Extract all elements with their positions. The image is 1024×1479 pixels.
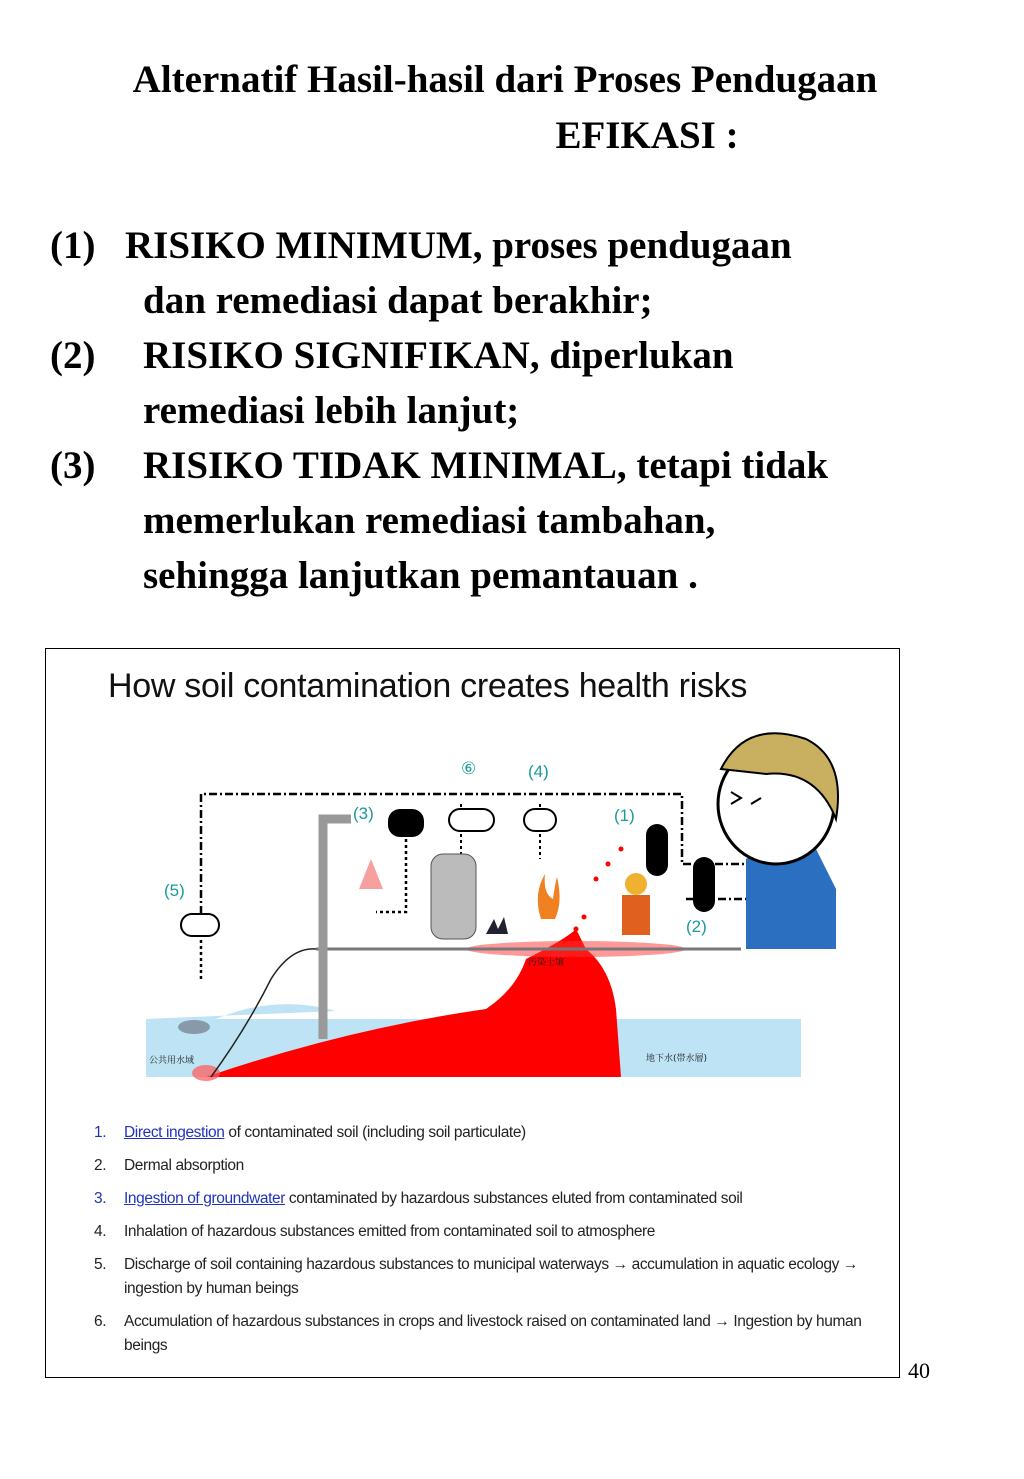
outcome-text: RISIKO MINIMUM, proses pendugaan [125,224,792,267]
risk-item-2: 2. Dermal absorption [94,1157,244,1174]
worker-icon [625,873,647,895]
public-water-label: 公共用水域 [149,1056,195,1066]
path-label-1: (1) [614,806,635,825]
path-label-3: (3) [353,804,374,823]
outcome-number: (2) [50,334,96,377]
risk-item-5: 5. Discharge of soil containing hazardous substances to municipal waterways → accumulation in aquatic ecology → ingestion by human beings [94,1256,858,1297]
figure-frame [45,648,900,1378]
page-number: 40 [908,1358,930,1383]
contaminated-soil-label: 汚染土壌 [528,958,565,968]
risk-item-3: 3. Ingestion of groundwater contaminated by hazardous substances eluted from contaminated soil [94,1190,743,1207]
exposure-pill [693,857,715,912]
direct-ingestion-link[interactable]: Direct ingestion [124,1124,225,1141]
outcome-text: dan remediasi dapat berakhir; [143,279,653,322]
exposure-pill [449,809,494,831]
fish-icon [178,1020,210,1034]
outcome-number: (3) [50,444,96,487]
risk-item-4: 4. Inhalation of hazardous substances emitted from contaminated soil to atmosphere [94,1223,656,1240]
path-label-6: ⑥ [461,759,477,778]
well-pipe-icon [323,819,351,1039]
outcome-text: remediasi lebih lanjut; [143,389,520,432]
sprinkler-icon [359,859,383,889]
outcome-text: RISIKO TIDAK MINIMAL, tetapi tidak [143,444,829,487]
exposure-pill [181,914,219,936]
plant-icon [486,917,508,934]
outcome-item-3 [0,438,828,603]
path-label-5: (5) [164,881,185,900]
risk-pathway-list [94,1121,884,1367]
contamination-diagram [46,649,899,1109]
path-label-4: (4) [528,762,549,781]
exposure-pill [646,824,668,876]
groundwater-ingestion-link[interactable]: Ingestion of groundwater [124,1190,286,1207]
path-label-2: (2) [686,917,707,936]
risk-item-6: 6. Accumulation of hazardous substances in crops and livestock raised on contaminated land → Ingestion by human beings [94,1313,862,1354]
cow-icon [431,854,476,939]
outcome-item-1 [0,218,828,328]
exposure-pill [388,809,424,837]
outcome-text: memerlukan remediasi tambahan, [143,499,716,542]
figure-title: How soil contamination creates health risks [108,667,748,705]
outcome-number: (1) [50,224,96,267]
slide-title-line-2: EFIKASI : [555,114,739,157]
exposure-pill [524,809,556,831]
outcome-text: RISIKO SIGNIFIKAN, diperlukan [143,334,734,377]
outcome-item-2 [0,328,828,438]
outcome-text: sehingga lanjutkan pemantauan . [143,554,698,597]
risk-item-1: 1. Direct ingestion of contaminated soil (including soil particulate) [94,1124,526,1141]
outcome-list [0,218,828,603]
groundwater-label: 地下水(帯水層) [646,1054,708,1064]
flame-icon [538,874,560,919]
coughing-person-illustration [718,733,838,949]
slide-title-line-1: Alternatif Hasil-hasil dari Proses Pendugaan [132,58,878,101]
